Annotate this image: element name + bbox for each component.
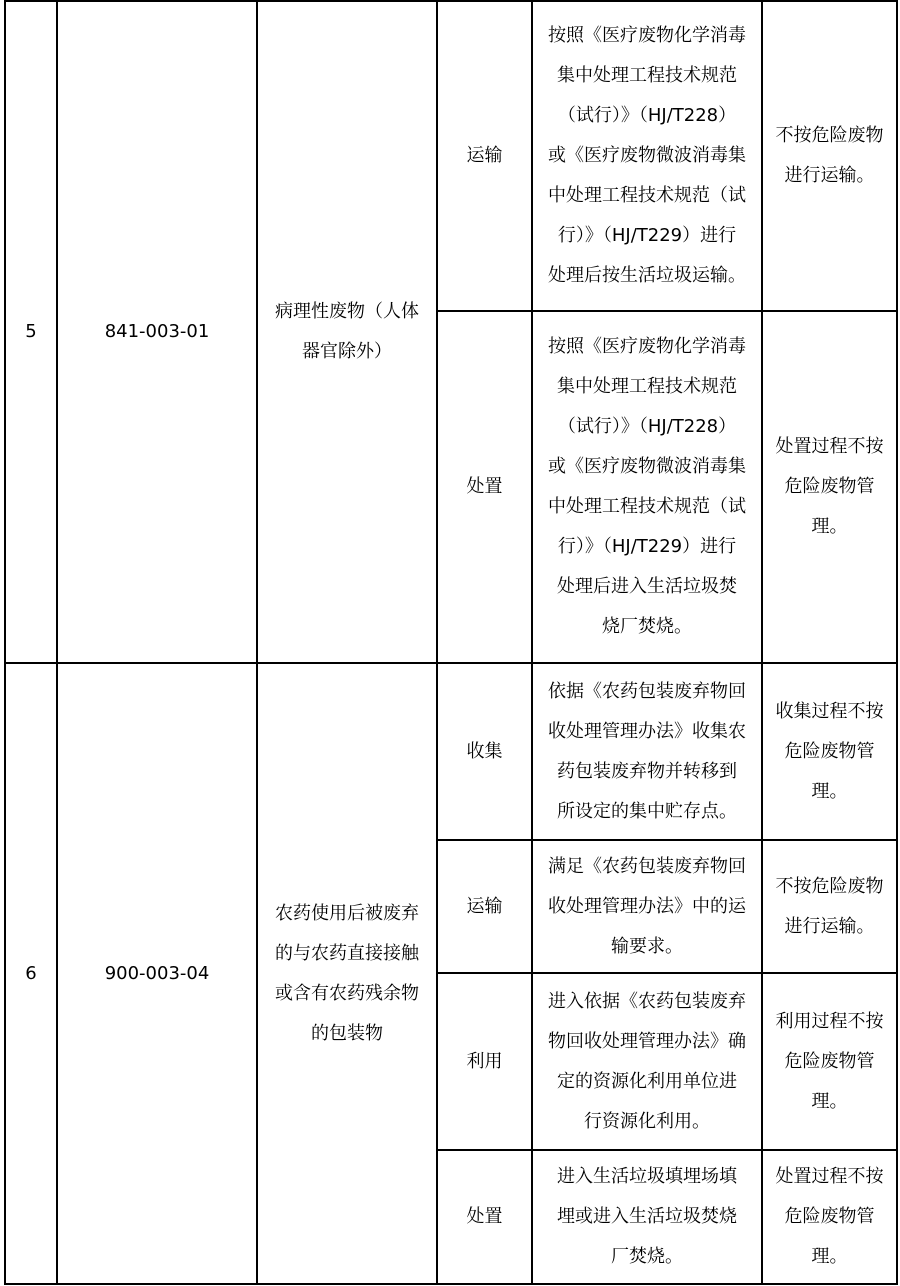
row-number: 5 <box>25 321 37 342</box>
waste-code: 841-003-01 <box>104 321 210 342</box>
exemption-table <box>4 0 898 1285</box>
waste-name: 病理性废物（人体 器官除外） <box>275 301 419 362</box>
exemption-content: 处置过程不按 危险废物管 理。 <box>775 1166 884 1267</box>
waste-code-cell <box>57 663 257 1284</box>
waste-code-cell <box>57 1 257 663</box>
exemption-condition: 满足《农药包装废弃物回 收处理管理办法》中的运 输要求。 <box>548 855 746 957</box>
exemption-content: 不按危险废物 进行运输。 <box>775 875 884 937</box>
table-row <box>5 663 897 840</box>
exemption-cell <box>762 311 897 663</box>
exemption-content: 利用过程不按 危险废物管 理。 <box>775 1010 884 1112</box>
stage-cell <box>437 311 532 663</box>
exemption-condition: 进入依据《农药包装废弃 物回收处理管理办法》确 定的资源化利用单位进 行资源化利用。 <box>548 990 746 1132</box>
exemption-condition: 按照《医疗废物化学消毒 集中处理工程技术规范 （试行）》（HJ/T228） 或《医疗废物微波消毒集 中处理工程技术规范（试 行）》（HJ/T229）进行 处理后按生活垃圾运输。 <box>548 25 746 286</box>
stage-label: 运输 <box>466 895 503 917</box>
exemption-cell <box>762 1 897 311</box>
exemption-cell <box>762 973 897 1150</box>
stage-label: 利用 <box>466 1050 503 1072</box>
exemption-condition: 按照《医疗废物化学消毒 集中处理工程技术规范 （试行）》（HJ/T228） 或《医疗废物微波消毒集 中处理工程技术规范（试 行）》（HJ/T229）进行 处理后进入生活垃圾焚 烧厂焚烧。 <box>548 336 746 637</box>
condition-cell <box>532 840 762 973</box>
exemption-cell <box>762 663 897 840</box>
waste-name-cell <box>257 663 437 1284</box>
stage-cell <box>437 1 532 311</box>
waste-name: 农药使用后被废弃 的与农药直接接触 或含有农药残余物 的包装物 <box>275 902 419 1044</box>
waste-name-cell <box>257 1 437 663</box>
exemption-content: 收集过程不按 危险废物管 理。 <box>775 700 884 802</box>
stage-cell <box>437 1150 532 1284</box>
row-number: 6 <box>25 962 37 984</box>
stage-label: 处置 <box>466 1206 503 1227</box>
stage-cell <box>437 840 532 973</box>
row-number-cell <box>5 663 57 1284</box>
stage-label: 运输 <box>466 145 503 166</box>
condition-cell <box>532 1150 762 1284</box>
waste-code: 900-003-04 <box>104 962 210 984</box>
condition-cell <box>532 1 762 311</box>
stage-label: 处置 <box>466 476 503 497</box>
condition-cell <box>532 311 762 663</box>
exemption-content: 不按危险废物 进行运输。 <box>775 125 884 186</box>
stage-cell <box>437 663 532 840</box>
condition-cell <box>532 973 762 1150</box>
exemption-cell <box>762 1150 897 1284</box>
stage-label: 收集 <box>466 740 503 762</box>
exemption-content: 处置过程不按 危险废物管 理。 <box>775 436 884 537</box>
exemption-condition: 依据《农药包装废弃物回 收处理管理办法》收集农 药包装废弃物并转移到 所设定的集中贮存点。 <box>548 680 746 822</box>
row-number-cell <box>5 1 57 663</box>
table-row <box>5 1 897 311</box>
exemption-cell <box>762 840 897 973</box>
exemption-condition: 进入生活垃圾填埋场填 埋或进入生活垃圾焚烧 厂焚烧。 <box>557 1166 737 1267</box>
stage-cell <box>437 973 532 1150</box>
condition-cell <box>532 663 762 840</box>
